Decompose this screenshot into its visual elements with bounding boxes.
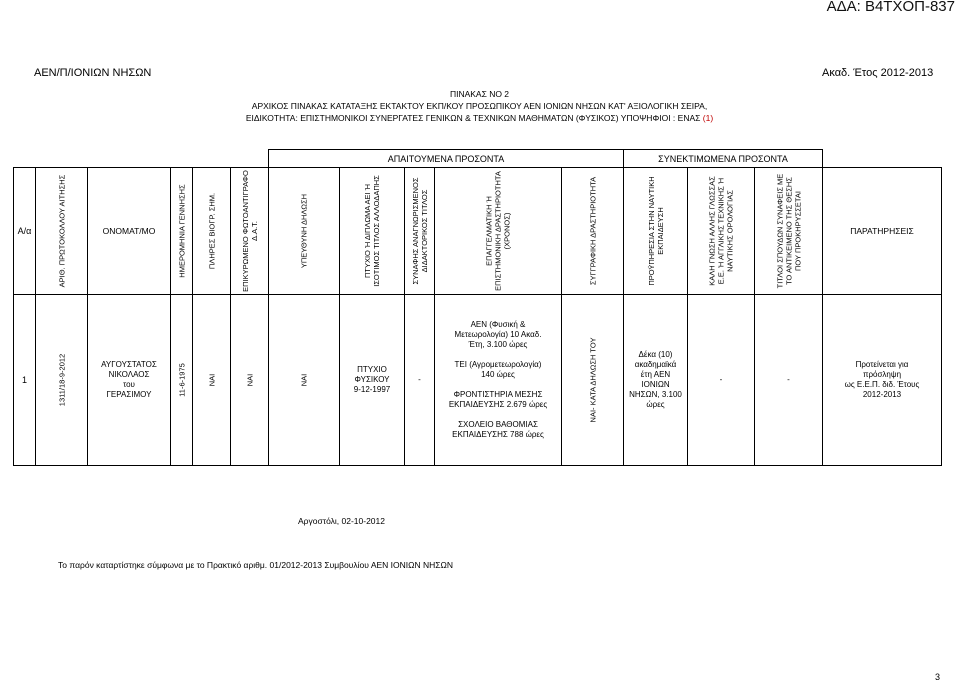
column-header-row [14, 168, 942, 295]
cell-aa: 1 [14, 295, 36, 466]
experience-line: Έτη, 3.100 ώρες [468, 340, 528, 349]
cell-naval [624, 295, 688, 466]
experience-line: ΑΕΝ (Φυσική & [470, 320, 526, 329]
experience-text [435, 320, 561, 440]
col-photo: ΕΠΙΚΥΡΩΜΕΝΟ ΦΩΤΟΑΝΤΙΓΡΑΦΟ Δ.Α.Τ. [231, 168, 269, 295]
experience-line: ΤΕΙ (Αγρομετεωρολογία) [454, 360, 542, 369]
experience-line: ΕΚΠΑΙΔΕΥΣΗΣ 788 ώρες [452, 430, 544, 439]
col-protocol: ΑΡΙΘ. ΠΡΩΤΟΚΟΛΛΟΥ ΑΙΤΗΣΗΣ [36, 168, 88, 295]
council-note: Το παρόν καταρτίστηκε σύμφωνα με το Πρακτικό αριθμ. 01/2012-2013 Συμβουλίου ΑΕΝ ΙΟΝΙΩΝ ΝΗΣΩΝ [58, 560, 454, 570]
col-name: ΟΝΟΜΑΤ/ΜΟ [88, 168, 171, 295]
col-declaration: ΥΠΕΥΘΥΝΗ ΔΗΛΩΣΗ [269, 168, 340, 295]
name-line: ΑΥΓΟΥΣΤΑΤΟΣ [101, 360, 157, 369]
name-line: του [123, 380, 135, 389]
name-line: ΓΕΡΑΣΙΜΟΥ [106, 390, 152, 399]
col-language: ΚΑΛΗ ΓΝΩΣΗ ΑΛΛΗΣ ΓΛΩΣΣΑΣ Ε.Ε. Ή ΑΓΓΛΙΚΗΣ ΤΕΧΝΙΚΗΣ Ή ΝΑΥΤΙΚΗΣ ΟΡΟΛΟΓΙΑΣ [688, 168, 755, 295]
ranking-table [13, 149, 942, 466]
group-header-row [14, 150, 942, 168]
place-date: Αργοστόλι, 02-10-2012 [298, 516, 385, 526]
experience-line: 140 ώρες [481, 370, 515, 379]
experience-line: Μετεωρολογία) 10 Ακαδ. [454, 330, 542, 339]
cell-name [88, 295, 171, 466]
cell-remarks [823, 295, 942, 466]
col-naval: ΠΡΟΫΠΗΡΕΣΙΑ ΣΤΗΝ ΝΑΥΤΙΚΗ ΕΚΠΑΙΔΕΥΣΗ [624, 168, 688, 295]
name-line: ΝΙΚΟΛΑΟΣ [108, 370, 150, 379]
col-equivalence: ΣΥΝΑΦΗΣ ΑΝΑΓΝΩΡΙΣΜΕΝΟΣ ΔΙΔΑΚΤΟΡΙΚΟΣ ΤΙΤΛΟΣ [405, 168, 435, 295]
cell-birth: 11-6-1975 [171, 295, 193, 466]
experience-line: ΦΡΟΝΤΙΣΤΗΡΙΑ ΜΕΣΗΣ [453, 390, 543, 399]
naval-line: Δέκα (10) [638, 350, 673, 359]
cell-photo: ΝΑΙ [231, 295, 269, 466]
naval-line: ΝΗΣΩΝ, 3.100 [629, 390, 682, 399]
degree-line: ΠΤΥΧΙΟ [357, 365, 387, 374]
naval-line: ώρες [646, 400, 665, 409]
specialty-text: ΕΙΔΙΚΟΤΗΤΑ: ΕΠΙΣΤΗΜΟΝΙΚΟΙ ΣΥΝΕΡΓΑΤΕΣ ΓΕΝΙΚΩΝ & ΤΕΧΝΙΚΩΝ ΜΑΘΗΜΑΤΩΝ (ΦΥΣΙΚΟΣ) ΥΠΟΨΗΦΙΟΙ : ΕΝΑΣ [245, 113, 701, 123]
col-degree: ΠΤΥΧΙΟ Ή ΔΙΠΛΩΜΑ ΑΕΙ Ή ΙΣΟΤΙΜΟΣ ΤΙΤΛΟΣ ΑΛΛΟΔΑΠΗΣ [340, 168, 405, 295]
table-row [14, 295, 942, 466]
col-bio: ΠΛΗΡΕΣ ΒΙΟΓΡ. ΣΗΜ. [193, 168, 231, 295]
col-birth: ΗΜΕΡΟΜΗΝΙΑ ΓΕΝΝΗΣΗΣ [171, 168, 193, 295]
cell-equivalence: - [405, 295, 435, 466]
remarks-line: 2012-2013 [862, 390, 902, 399]
cell-experience [435, 295, 562, 466]
experience-line: ΣΧΟΛΕΙΟ ΒΑΘΟΜΙΑΣ [458, 420, 538, 429]
cell-protocol: 1311/18-9-2012 [36, 295, 88, 466]
naval-line: ΙΟΝΙΩΝ [641, 380, 670, 389]
remarks-line: Προτείνεται για [855, 360, 909, 369]
cell-degree [340, 295, 405, 466]
col-experience: ΕΠΑΓΓΕΛΜΑΤΙΚΗ Ή ΕΠΙΣΤΗΜΟΝΙΚΗ ΔΡΑΣΤΗΡΙΟΤΗΤΑ (ΧΡΟΝΟΣ) [435, 168, 562, 295]
page-number: 3 [935, 672, 941, 682]
cell-titles: - [755, 295, 823, 466]
remarks-line: πρόσληψη [862, 370, 902, 379]
naval-line: ακαδημαϊκά [634, 360, 677, 369]
cell-language: - [688, 295, 755, 466]
table-specialty [0, 112, 959, 124]
naval-line: έτη ΑΕΝ [640, 370, 671, 379]
remarks-line: ως Ε.Ε.Π. διδ. Έτους [844, 380, 920, 389]
col-writing: ΣΥΓΓΡΑΦΙΚΗ ΔΡΑΣΤΗΡΙΟΤΗΤΑ [562, 168, 624, 295]
header-institution: ΑΕΝ/Π/ΙΟΝΙΩΝ ΝΗΣΩΝ [34, 67, 152, 79]
table-title: ΑΡΧΙΚΟΣ ΠΙΝΑΚΑΣ ΚΑΤΑΤΑΞΗΣ ΕΚΤΑΚΤΟΥ ΕΚΠ/ΚΟΥ ΠΡΟΣΩΠΙΚΟΥ ΑΕΝ ΙΟΝΙΩΝ ΝΗΣΩΝ ΚΑΤ' ΑΞΙΟΛΟΓΙΚΗ ΣΕΙΡΑ, [251, 101, 708, 111]
group-required: ΑΠΑΙΤΟΥΜΕΝΑ ΠΡΟΣΟΝΤΑ [269, 150, 624, 168]
col-titles: ΤΙΤΛΟΙ ΣΠΟΥΔΩΝ ΣΥΝΑΦΕΙΣ ΜΕ ΤΟ ΑΝΤΙΚΕΙΜΕΝΟ ΤΗΣ ΘΕΣΗΣ ΠΟΥ ΠΡΟΚΗΡΥΣΣΕΤΑΙ [755, 168, 823, 295]
cell-writing: ΝΑΙ- ΚΑΤΑ ΔΗΛΩΣΗ ΤΟΥ [562, 295, 624, 466]
experience-line: ΕΚΠΑΙΔΕΥΣΗΣ 2.679 ώρες [448, 400, 548, 409]
col-aa: Α/α [14, 168, 36, 295]
table-number: ΠΙΝΑΚΑΣ ΝΟ 2 [449, 89, 510, 99]
ada-watermark: ΑΔΑ: Β4ΤΧΟΠ-837 [826, 0, 955, 15]
degree-line: 9-12-1997 [353, 385, 391, 394]
header-academic-year: Ακαδ. Έτος 2012-2013 [822, 67, 934, 79]
candidate-count: (1) [702, 113, 714, 123]
degree-line: ΦΥΣΙΚΟΥ [354, 375, 390, 384]
document-titles [0, 88, 959, 124]
group-evaluated: ΣΥΝΕΚΤΙΜΩΜΕΝΑ ΠΡΟΣΟΝΤΑ [624, 150, 823, 168]
col-remarks: ΠΑΡΑΤΗΡΗΣΕΙΣ [823, 168, 942, 295]
cell-declaration: ΝΑΙ [269, 295, 340, 466]
cell-bio: ΝΑΙ [193, 295, 231, 466]
